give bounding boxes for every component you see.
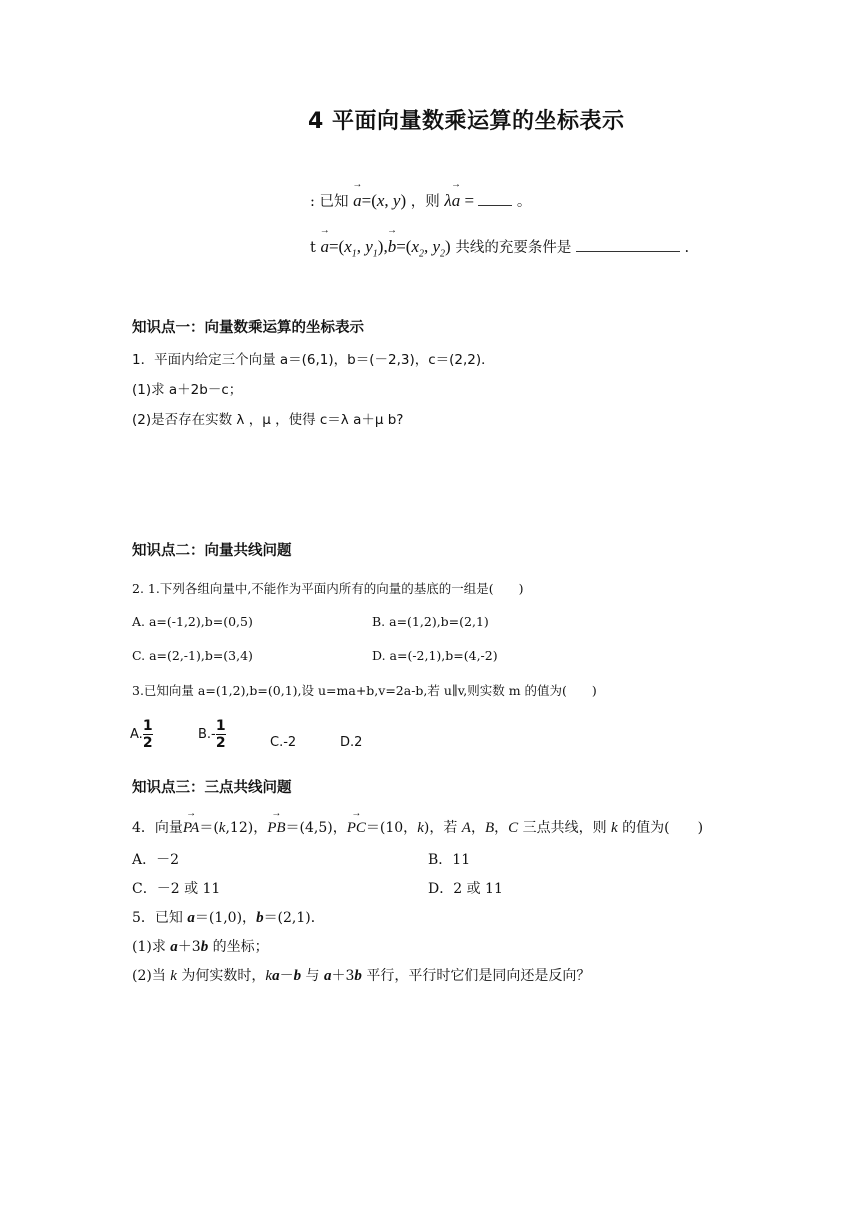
q4-text: )，若 [423, 820, 462, 836]
fraction-one-half [143, 719, 153, 750]
question-3-option-c: C.-2 [270, 735, 297, 750]
section-2-heading: 知识点二：向量共线问题 [132, 543, 292, 559]
q4-text: ＝(4,5)， [285, 820, 347, 836]
vector-a: a [187, 910, 195, 926]
fraction-numerator: 1 [215, 718, 226, 734]
page-title: 4 平面向量数乘运算的坐标表示 [308, 109, 625, 134]
answer-blank-1 [478, 191, 512, 206]
question-1: 1．平面内给定三个向量 a＝(6,1)，b＝(－2,3)，c＝(2,2)． [132, 352, 495, 368]
q5-text: ＝(1,0)， [194, 910, 257, 926]
q4-text: ,12)， [225, 820, 268, 836]
vector-pa: → PA [183, 820, 199, 837]
question-2: 2. 1.下列各组向量中,不能作为平面内所有的向量的基底的一组是( ) [132, 581, 524, 596]
section-1-heading: 知识点一：向量数乘运算的坐标表示 [132, 320, 364, 336]
question-3-option-b [198, 719, 226, 750]
question-1-part-1: (1)求 a＋2b－c； [132, 382, 243, 398]
preview-line-2-end: . [684, 240, 690, 256]
point-c: C [508, 820, 519, 836]
preview-line-1-lead: : [310, 194, 315, 210]
point-a: A [461, 820, 471, 836]
q5a-text: ＋3 [177, 939, 201, 955]
preview-line-2-text: 共线的充要条件是 [455, 240, 572, 256]
preview-line-1-text: 已知 [319, 194, 349, 210]
section-3-heading: 知识点三：三点共线问题 [132, 780, 292, 796]
fraction-denominator: 2 [142, 735, 153, 751]
q5b-text: 为何实数时， [176, 968, 266, 984]
q5a-text: 的坐标； [208, 939, 269, 955]
fraction-numerator: 1 [142, 718, 153, 734]
point-b: B [484, 820, 495, 836]
preview-line-1 [310, 190, 531, 211]
question-2-option-b: B. a=(1,2),b=(2,1) [372, 614, 489, 629]
vector-b: b [256, 910, 264, 926]
question-5-part-2 [132, 965, 590, 985]
question-5-part-1 [132, 936, 269, 956]
question-4-option-b: B．11 [428, 852, 471, 868]
q5b-text: ＋3 [331, 968, 355, 984]
formula-collinear-vectors: → $a=(x_1$, $y_1),\to b=(x_2$, $y_2$) [320, 237, 450, 256]
formula-a-xy: → a=(x, y) [353, 191, 406, 210]
question-3: 3.已知向量 a=(1,2),b=(0,1),设 u=ma+b,v=2a-b,若 u∥v,则实数 m 的值为( ) [132, 683, 597, 698]
q5b-text: 平行，平行时它们是同向还是反向？ [361, 968, 591, 984]
question-5 [132, 907, 325, 927]
preview-line-1-text-2: ，则 [410, 194, 440, 210]
fraction-one-half [216, 719, 226, 750]
question-4-option-a: A．－2 [132, 852, 180, 868]
question-4 [132, 817, 703, 837]
var-k: k [170, 968, 177, 984]
q5-text: ＝(2,1)． [263, 910, 325, 926]
q4-text: 的值为( ) [617, 820, 704, 836]
vector-a: a [170, 939, 178, 955]
answer-blank-2 [576, 237, 680, 252]
question-3-option-d: D.2 [340, 735, 363, 750]
preview-line-1-end: 。 [516, 194, 532, 210]
q4-text: ， [494, 820, 509, 836]
var-k: k [218, 820, 226, 836]
preview-line-2-lead: t [310, 240, 316, 256]
vector-a: a [272, 968, 280, 984]
question-2-option-d: D. a=(-2,1),b=(4,-2) [372, 648, 498, 663]
vector-pb: → PB [267, 820, 285, 837]
question-1-part-2: (2)是否存在实数 λ ，μ ，使得 c＝λ a＋μ b? [132, 412, 404, 428]
var-k: k [417, 820, 424, 836]
vector-pc: → PC [347, 820, 366, 837]
vector-b: b [200, 939, 209, 955]
formula-lambda-a: λ→ a = [444, 191, 478, 210]
vector-a: a [323, 968, 332, 984]
option-a-prefix: A. [130, 727, 143, 742]
var-k: k [611, 820, 618, 836]
question-2-option-c: C. a=(2,-1),b=(3,4) [132, 648, 253, 663]
question-2-option-a: A. a=(-1,2),b=(0,5) [132, 614, 253, 629]
q4-text: 三点共线，则 [518, 820, 612, 836]
q4-text: ＝(10， [365, 820, 418, 836]
q4-text: ＝( [199, 820, 219, 836]
q5b-text: (2)当 [132, 968, 171, 984]
q5a-text: (1)求 [132, 939, 171, 955]
var-k: k [265, 968, 273, 984]
q5-text: 5．已知 [132, 910, 188, 926]
fraction-denominator: 2 [215, 735, 226, 751]
q5b-text: 与 [301, 968, 324, 984]
q4-text: ， [470, 820, 485, 836]
question-4-option-d: D．2 或 11 [428, 881, 503, 897]
q5b-text: － [279, 968, 294, 984]
preview-line-2 [310, 236, 689, 259]
question-3-option-a [130, 719, 153, 750]
option-b-prefix: B.- [198, 727, 216, 742]
vector-b: b [354, 968, 362, 984]
vector-b: b [293, 968, 302, 984]
question-4-option-c: C．－2 或 11 [132, 881, 221, 897]
q4-text: 4．向量 [132, 820, 183, 836]
